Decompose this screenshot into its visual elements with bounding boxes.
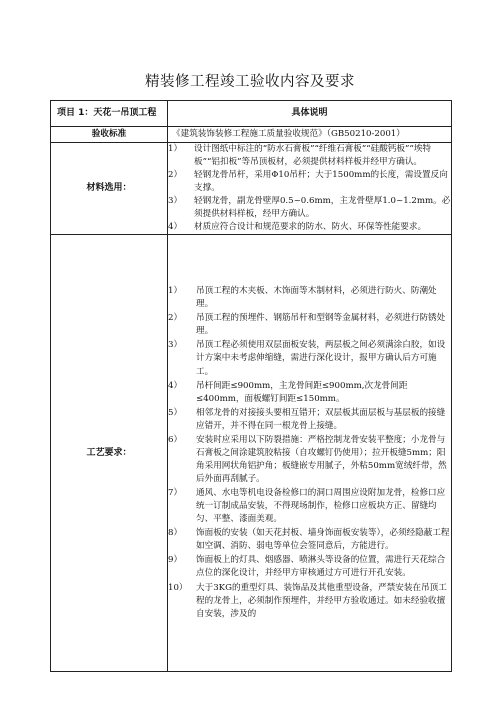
item-text: 吊顶工程的木夹板、木饰面等木制材料，必须进行防火、防潮处理。 xyxy=(196,286,437,310)
item-text: 相邻龙骨的对接接头要相互错开；双层板其面层板与基层板的接缝应错开，并不得在同一根龙骨上接缝。 xyxy=(196,407,446,431)
list-item xyxy=(168,554,451,580)
materials-cell xyxy=(168,143,452,235)
item-number: 9） xyxy=(168,555,183,566)
item-text: 安装时应采用以下防裂措施：严格控制龙骨安装平整度；小龙骨与石膏板之间涂建筑胶粘接（自攻螺钉仍使用）；拉开板缝5mm；阳角采用网状角铝护角；板缝嵌专用腻子，外粘50mm宽绒纤带，然后外面再刮腻子。 xyxy=(196,434,447,485)
list-item xyxy=(168,221,451,234)
process-label: 工艺要求： xyxy=(51,235,168,672)
list-item xyxy=(168,143,451,169)
item-number: 6） xyxy=(168,434,183,445)
process-list xyxy=(168,285,451,621)
document-title: 精装修工程竣工验收内容及要求 xyxy=(145,74,355,90)
list-item xyxy=(168,169,451,195)
list-item xyxy=(168,434,451,486)
process-row xyxy=(51,235,452,672)
list-item xyxy=(168,380,451,406)
materials-row xyxy=(51,143,452,235)
item-text: 轻钢龙骨，副龙骨壁厚0.5~0.6mm，主龙骨壁厚1.0~1.2mm。必须提供材料样板，经甲方确认。 xyxy=(194,196,451,220)
item-number: 10） xyxy=(168,582,188,593)
list-item xyxy=(168,312,451,338)
standard-value: 《建筑装饰装修工程施工质量验收规范》（GB50210-2001） xyxy=(168,127,452,143)
item-text: 饰面板的安装（如天花封板、墙身饰面板安装等），必须经隐蔽工程如空调、消防、弱电等单位会签同意后，方能进行。 xyxy=(196,528,450,552)
item-number: 3） xyxy=(168,196,183,207)
item-text: 通风、水电等机电设备检修口的洞口周围应设附加龙骨，检修口应统一订制成品安装，不得现场制作，检修口应板块方正、留缝均匀、平整、漆面美观。 xyxy=(196,488,446,525)
list-item xyxy=(168,195,451,221)
item-number: 5） xyxy=(168,407,183,418)
list-item xyxy=(168,339,451,378)
list-item xyxy=(168,487,451,526)
list-item xyxy=(168,582,451,621)
materials-label: 材料选用： xyxy=(51,143,168,235)
item-number: 7） xyxy=(168,488,183,499)
table-header-row xyxy=(51,101,452,127)
detail-header-cell: 具体说明 xyxy=(168,101,452,127)
standard-row xyxy=(51,127,452,143)
item-number: 2） xyxy=(168,313,183,324)
item-text: 饰面板上的灯具、烟感器、喷淋头等设备的位置，需进行天花综合点位的深化设计，并经甲方审核通过方可进行开孔安装。 xyxy=(196,555,446,579)
item-text: 大于3KG的重型灯具、装饰品及其他重型设备，严禁安装在吊顶工程的龙骨上，必须制作预埋件，并经甲方验收通过。如未经验收擅自安装，涉及的 xyxy=(196,582,447,619)
list-item xyxy=(168,285,451,311)
item-text: 吊顶工程必须使用双层面板安装，两层板之间必须满涂白胶，如设计方案中未考虑伸缩缝，需进行深化设计，报甲方确认后方可施工。 xyxy=(196,340,446,377)
item-number: 2） xyxy=(168,170,183,181)
spec-table xyxy=(50,100,452,672)
item-number: 4） xyxy=(168,222,183,233)
item-number: 8） xyxy=(168,528,183,539)
item-number: 4） xyxy=(168,380,183,391)
item-number: 3） xyxy=(168,340,183,351)
item-text: 吊顶工程的预埋件、钢筋吊杆和型钢等金属材料，必须进行防锈处理。 xyxy=(196,313,446,337)
list-item xyxy=(168,407,451,433)
item-number: 1） xyxy=(168,144,183,154)
process-cell xyxy=(168,235,452,672)
list-item xyxy=(168,527,451,553)
item-text: 吊杆间距≤900mm，主龙骨间距≤900mm,次龙骨间距≤400mm，面板螺钉间距≤150mm。 xyxy=(196,380,408,404)
project-header-cell: 项目 1：天花一吊顶工程 xyxy=(51,101,168,127)
item-text: 材质应符合设计和规范要求的防水、防火、环保等性能要求。 xyxy=(194,222,427,233)
item-text: 轻钢龙骨吊杆，采用Φ10吊杆；大于1500mm的长度，需设置反向支撑。 xyxy=(194,170,448,194)
item-number: 1） xyxy=(168,286,183,297)
item-text: 设计图纸中标注的“防水石膏板”“纤维石膏板”“硅酸钙板”“埃特板”“铝扣板”等吊顶板材，必须提供材料样板并经甲方确认。 xyxy=(194,144,432,168)
materials-list xyxy=(168,143,451,234)
standard-label: 验收标准 xyxy=(51,127,168,143)
